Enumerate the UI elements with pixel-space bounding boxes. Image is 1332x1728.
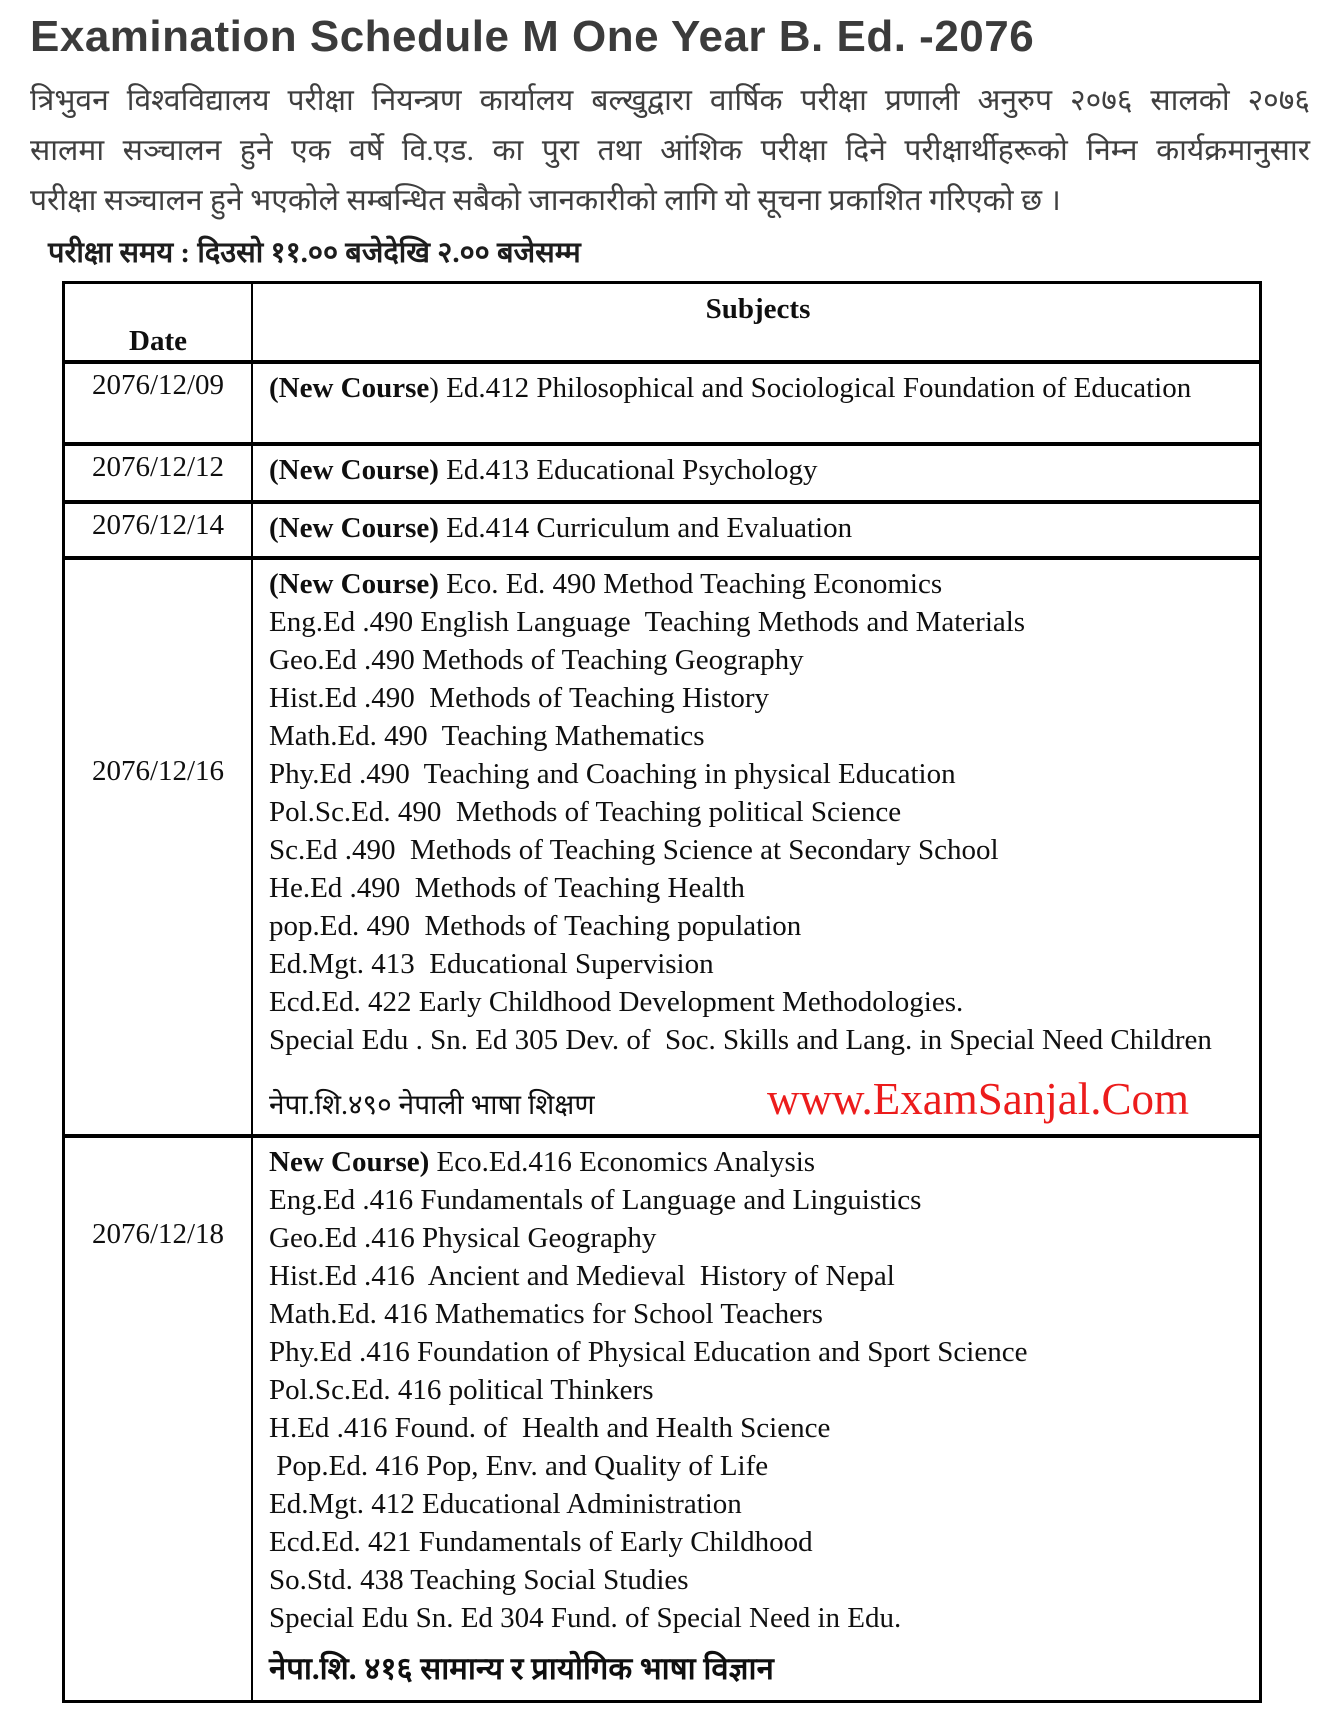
new-course-label: New Course) bbox=[269, 1146, 430, 1178]
new-course-label: (New Course) bbox=[269, 512, 439, 544]
subject-line-list bbox=[269, 1181, 1247, 1637]
subject-line: H.Ed .416 Found. of Health and Health Science bbox=[269, 1412, 831, 1444]
date-value: 2076/12/16 bbox=[91, 755, 225, 787]
subject-line: Ed.Mgt. 412 Educational Administration bbox=[269, 1488, 742, 1520]
subject-line: He.Ed .490 Methods of Teaching Health bbox=[269, 872, 745, 904]
new-course-label: (New Course) bbox=[269, 568, 439, 600]
watermark-text: www.ExamSanjal.Com bbox=[766, 1074, 1189, 1124]
subject-line: Ed.Mgt. 413 Educational Supervision bbox=[269, 948, 714, 980]
subject-line: Sc.Ed .490 Methods of Teaching Science at Secondary School bbox=[269, 834, 999, 866]
subject-text: Ed.413 Educational Psychology bbox=[438, 454, 818, 486]
page-title: Examination Schedule M One Year B. Ed. -2076 bbox=[30, 12, 1035, 61]
subject-cell bbox=[253, 560, 1259, 1134]
subject-line: Pol.Sc.Ed. 490 Methods of Teaching political Science bbox=[269, 796, 902, 828]
subject-cell bbox=[253, 446, 1259, 500]
subject-line: Math.Ed. 416 Mathematics for School Teachers bbox=[269, 1298, 823, 1330]
table-row bbox=[65, 500, 1259, 556]
subject-text: Ed.414 Curriculum and Evaluation bbox=[438, 512, 853, 544]
table-row bbox=[65, 1134, 1259, 1700]
subject-text: Eco. Ed. 490 Method Teaching Economics bbox=[438, 568, 943, 600]
subject-line: Geo.Ed .490 Methods of Teaching Geography bbox=[269, 644, 804, 676]
subject-line: Geo.Ed .416 Physical Geography bbox=[269, 1222, 657, 1254]
subject-cell bbox=[253, 504, 1259, 556]
subject-line: Special Edu Sn. Ed 304 Fund. of Special Need in Edu. bbox=[269, 1602, 902, 1634]
subject-line: Eng.Ed .490 English Language Teaching Methods and Materials bbox=[269, 606, 1026, 638]
subject-line-list bbox=[269, 603, 1247, 1059]
intro-line: परीक्षा सञ्चालन हुने भएकोले सम्बन्धित सबैको जानकारीको लागि यो सूचना प्रकाशित गरिएको छ । bbox=[30, 184, 1061, 217]
new-course-label: (New Course) bbox=[269, 454, 439, 486]
subject-line: Hist.Ed .416 Ancient and Medieval History of Nepal bbox=[269, 1260, 895, 1292]
date-cell bbox=[65, 560, 253, 1134]
intro-line: सालमा सञ्चालन हुने एक वर्षे वि.एड. का पुरा तथा आंशिक परीक्षा दिने परीक्षार्थीहरूको निम्न कार्यक्रमानुसार bbox=[30, 134, 1310, 167]
date-cell bbox=[65, 446, 253, 500]
table-row bbox=[65, 556, 1259, 1134]
subject-line: Hist.Ed .490 Methods of Teaching History bbox=[269, 682, 770, 714]
subject-line: Pol.Sc.Ed. 416 political Thinkers bbox=[269, 1374, 654, 1406]
subject-line: Special Edu . Sn. Ed 305 Dev. of Soc. Skills and Lang. in Special Need Children bbox=[269, 1024, 1212, 1056]
date-value: 2076/12/09 bbox=[91, 369, 225, 401]
nepali-subject-text: नेपा.शि.४९० नेपाली भाषा शिक्षण bbox=[269, 1090, 595, 1121]
subject-cell bbox=[253, 1138, 1259, 1700]
subject-line bbox=[269, 1143, 1247, 1181]
subject-line: Eng.Ed .416 Fundamentals of Language and Linguistics bbox=[269, 1184, 922, 1216]
subjects-column-header bbox=[253, 284, 1259, 360]
schedule-table bbox=[62, 281, 1262, 1703]
subject-line: Ecd.Ed. 422 Early Childhood Development Methodologies. bbox=[269, 986, 964, 1018]
date-value: 2076/12/18 bbox=[91, 1218, 225, 1250]
date-cell bbox=[65, 504, 253, 556]
exam-time-label: परीक्षा समय : दिउसो ११.०० बजेदेखि २.०० बजेसम्म bbox=[48, 237, 581, 269]
intro-line: त्रिभुवन विश्वविद्यालय परीक्षा नियन्त्रण कार्यालय बल्खुद्वारा वार्षिक परीक्षा प्रणाली अनुरुप २०७६ सालको २०७६ bbox=[30, 84, 1310, 117]
new-course-label: (New Course bbox=[269, 372, 430, 404]
date-header-label: Date bbox=[129, 325, 187, 357]
table-row bbox=[65, 360, 1259, 442]
subject-line: pop.Ed. 490 Methods of Teaching population bbox=[269, 910, 802, 942]
table-header-row bbox=[65, 284, 1259, 360]
subject-line: Math.Ed. 490 Teaching Mathematics bbox=[269, 720, 705, 752]
date-value: 2076/12/14 bbox=[91, 509, 225, 541]
date-cell bbox=[65, 364, 253, 442]
date-column-header bbox=[65, 284, 253, 360]
subject-line: Pop.Ed. 416 Pop, Env. and Quality of Life bbox=[269, 1450, 769, 1482]
date-value: 2076/12/12 bbox=[91, 451, 225, 483]
subject-line bbox=[269, 565, 1247, 603]
subject-line: So.Std. 438 Teaching Social Studies bbox=[269, 1564, 689, 1596]
subject-text: Eco.Ed.416 Economics Analysis bbox=[429, 1146, 816, 1178]
subject-line: Ecd.Ed. 421 Fundamentals of Early Childhood bbox=[269, 1526, 813, 1558]
subjects-header-label: Subjects bbox=[705, 293, 811, 325]
subject-text: ) Ed.412 Philosophical and Sociological Foundation of Education bbox=[429, 372, 1192, 404]
intro-paragraph bbox=[30, 76, 1310, 226]
subject-line: Phy.Ed .490 Teaching and Coaching in physical Education bbox=[269, 758, 956, 790]
subject-cell bbox=[253, 364, 1259, 442]
nepali-subject-text: नेपा.शि. ४१६ सामान्य र प्रायोगिक भाषा विज्ञान bbox=[269, 1651, 774, 1686]
table-row bbox=[65, 442, 1259, 500]
nepali-subject-row bbox=[269, 1075, 1247, 1125]
subject-line: Phy.Ed .416 Foundation of Physical Education and Sport Science bbox=[269, 1336, 1028, 1368]
date-cell bbox=[65, 1138, 253, 1700]
